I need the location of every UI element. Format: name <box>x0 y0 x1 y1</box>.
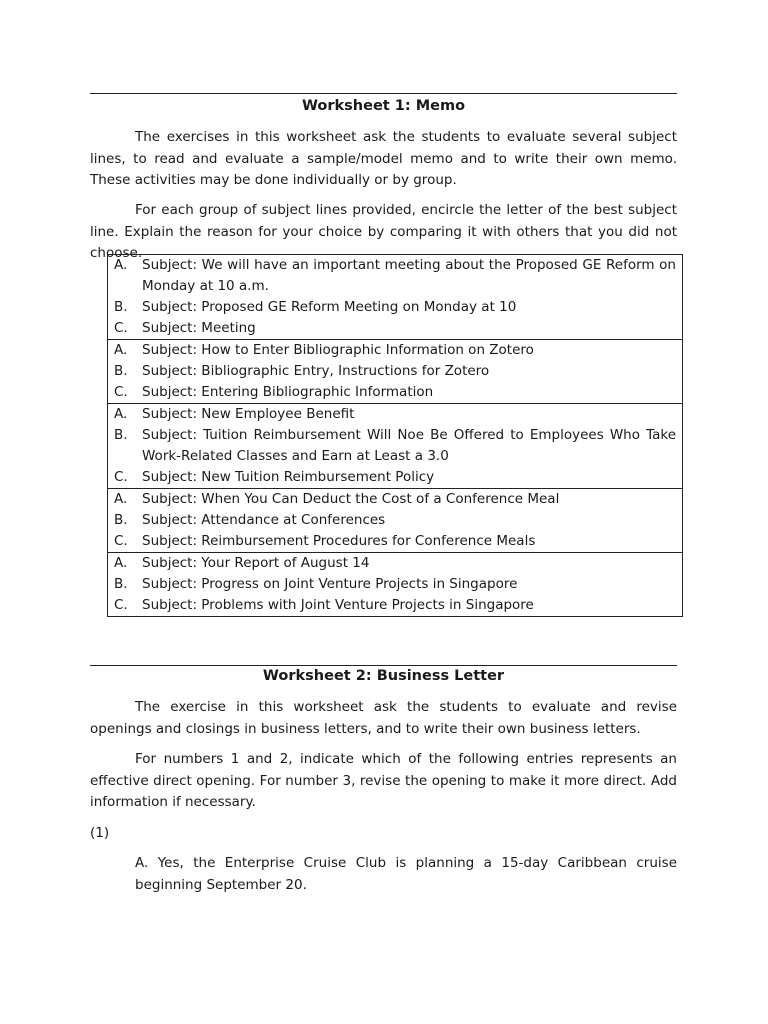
subject-letter: A. <box>108 553 143 575</box>
worksheet2-intro: The exercise in this worksheet ask the students to evaluate and revise openings and closings in business letters, and to write their own business letters. <box>90 699 677 737</box>
worksheet1-intro: The exercises in this worksheet ask the students to evaluate several subject lines, to read and evaluate a sample/model memo and to write their own memo. These activities may be done individually or by group. <box>90 129 677 188</box>
worksheet1-instructions: For each group of subject lines provided, encircle the letter of the best subject line. Explain the reason for your choice by comparing it with others that you did not choose. <box>90 202 677 261</box>
subject-letter: C. <box>108 467 143 489</box>
subject-text: Subject: When You Can Deduct the Cost of a Conference Meal <box>142 489 683 511</box>
subject-row <box>108 425 683 467</box>
subject-letter: A. <box>108 340 143 362</box>
subject-lines-table <box>107 254 683 617</box>
subject-row <box>108 297 683 318</box>
item-number-label: (1) <box>90 825 110 841</box>
subject-row <box>108 467 683 489</box>
subject-row <box>108 255 683 298</box>
subject-text: Subject: Proposed GE Reform Meeting on Monday at 10 <box>142 297 683 318</box>
subject-text: Subject: Progress on Joint Venture Projects in Singapore <box>142 574 683 595</box>
subject-letter: A. <box>108 255 143 298</box>
subject-text: Subject: Entering Bibliographic Information <box>142 382 683 404</box>
subject-row <box>108 553 683 575</box>
subject-letter: C. <box>108 318 143 340</box>
subject-row <box>108 574 683 595</box>
subject-row <box>108 595 683 617</box>
worksheet1-title: Worksheet 1: Memo <box>301 98 466 114</box>
subject-row <box>108 382 683 404</box>
subject-text: Subject: Attendance at Conferences <box>142 510 683 531</box>
subject-letter: C. <box>108 382 143 404</box>
subject-text: Subject: How to Enter Bibliographic Information on Zotero <box>142 340 683 362</box>
subject-text: Subject: Your Report of August 14 <box>142 553 683 575</box>
subject-letter: A. <box>108 489 143 511</box>
subject-row <box>108 340 683 362</box>
subject-row <box>108 531 683 553</box>
subject-letter: B. <box>108 574 143 595</box>
subject-letter: C. <box>108 595 143 617</box>
subject-text: Subject: Bibliographic Entry, Instructions for Zotero <box>142 361 683 382</box>
subject-letter: A. <box>108 404 143 426</box>
subject-row <box>108 404 683 426</box>
subject-letter: C. <box>108 531 143 553</box>
subject-text: Subject: New Employee Benefit <box>142 404 683 426</box>
subject-letter: B. <box>108 361 143 382</box>
worksheet2-title: Worksheet 2: Business Letter <box>262 668 505 684</box>
subject-text: Subject: Reimbursement Procedures for Conference Meals <box>142 531 683 553</box>
subject-row <box>108 318 683 340</box>
subject-row <box>108 510 683 531</box>
subject-text: Subject: Problems with Joint Venture Projects in Singapore <box>142 595 683 617</box>
subject-text: Subject: Tuition Reimbursement Will Noe Be Offered to Employees Who Take Work-Related Classes and Earn at Least a 3.0 <box>142 425 683 467</box>
subject-text: Subject: We will have an important meeting about the Proposed GE Reform on Monday at 10 a.m. <box>142 255 683 298</box>
worksheet2-instructions: For numbers 1 and 2, indicate which of the following entries represents an effective direct opening. For number 3, revise the opening to make it more direct. Add information if necessary. <box>90 751 677 810</box>
item1-option-a: A. Yes, the Enterprise Cruise Club is planning a 15-day Caribbean cruise beginning September 20. <box>135 855 677 893</box>
subject-text: Subject: Meeting <box>142 318 683 340</box>
subject-letter: B. <box>108 425 143 467</box>
subject-letter: B. <box>108 297 143 318</box>
subject-text: Subject: New Tuition Reimbursement Policy <box>142 467 683 489</box>
subject-row <box>108 489 683 511</box>
worksheet1-top-rule <box>90 93 677 94</box>
subject-row <box>108 361 683 382</box>
subject-letter: B. <box>108 510 143 531</box>
